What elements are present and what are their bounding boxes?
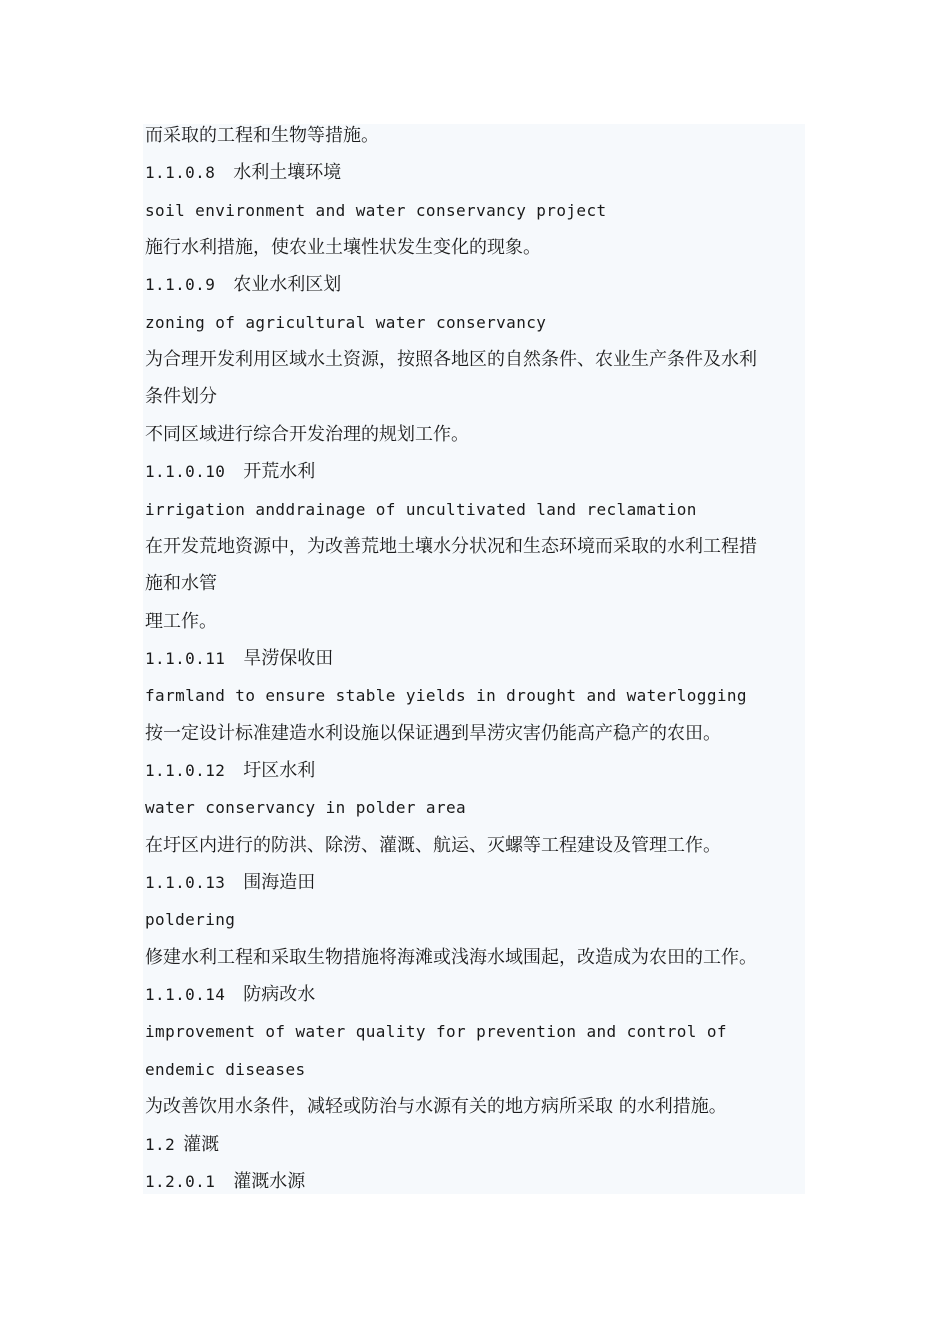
definition-text: 不同区域进行综合开发治理的规划工作。 [145,423,469,445]
term-number: 1.1.0.14 [145,985,226,1005]
definition-text: 为合理开发利用区域水土资源，按照各地区的自然条件、农业生产条件及水利 [145,349,757,371]
term-number: 1.2 [145,1134,176,1154]
term-title: 旱涝保收田 [243,647,334,669]
document-body [143,124,805,1194]
definition-text: 在开发荒地资源中，为改善荒地土壤水分状况和生态环境而采取的水利工程措 [145,535,757,557]
term-title: 开荒水利 [243,461,316,483]
term-title: 围海造田 [243,872,316,893]
term-heading [145,1170,305,1194]
term-title: 灌溉 [183,1133,220,1155]
term-heading [145,273,341,297]
term-title: 圩区水利 [243,760,316,781]
english-term: soil environment and water conservancy project [145,200,607,220]
term-number: 1.1.0.11 [145,648,226,668]
term-number: 1.1.0.10 [145,462,226,482]
definition-text: 为改善饮用水条件，减轻或防治与水源有关的地方病所采取 的水利措施。 [145,1096,727,1118]
term-heading [145,871,315,895]
definition-text: 施和水管 [145,573,217,595]
term-title: 防病改水 [243,984,316,1006]
definition-text: 理工作。 [145,610,217,632]
english-term: zoning of agricultural water conservancy [145,312,547,332]
term-title: 灌溉水源 [233,1170,306,1192]
english-term: water conservancy in polder area [145,798,467,818]
english-term: farmland to ensure stable yields in drought and waterlogging [145,686,747,706]
term-number: 1.1.0.9 [145,275,216,295]
definition-text: 修建水利工程和采取生物措施将海滩或浅海水域围起，改造成为农田的工作。 [145,946,757,968]
english-term: poldering [145,910,236,930]
definition-text: 而采取的工程和生物等措施。 [145,125,379,146]
term-heading [145,647,333,671]
english-term: endemic diseases [145,1059,306,1079]
term-heading [145,161,341,185]
term-number: 1.2.0.1 [145,1171,216,1191]
term-heading [145,759,315,783]
section-heading [145,1133,219,1157]
term-title: 水利土壤环境 [233,162,342,184]
english-term: irrigation anddrainage of uncultivated land reclamation [145,499,697,519]
term-number: 1.1.0.8 [145,163,216,183]
definition-text: 在圩区内进行的防洪、除涝、灌溉、航运、灭螺等工程建设及管理工作。 [145,834,721,856]
term-title: 农业水利区划 [233,274,342,296]
term-heading [145,983,315,1007]
term-number: 1.1.0.13 [145,873,226,892]
definition-text: 施行水利措施，使农业土壤性状发生变化的现象。 [145,237,541,259]
term-heading [145,460,315,484]
english-term: improvement of water quality for prevention and control of [145,1022,727,1042]
definition-text: 条件划分 [145,386,217,408]
definition-text: 按一定设计标准建造水利设施以保证遇到旱涝灾害仍能高产稳产的农田。 [145,722,721,744]
term-number: 1.1.0.12 [145,761,226,780]
